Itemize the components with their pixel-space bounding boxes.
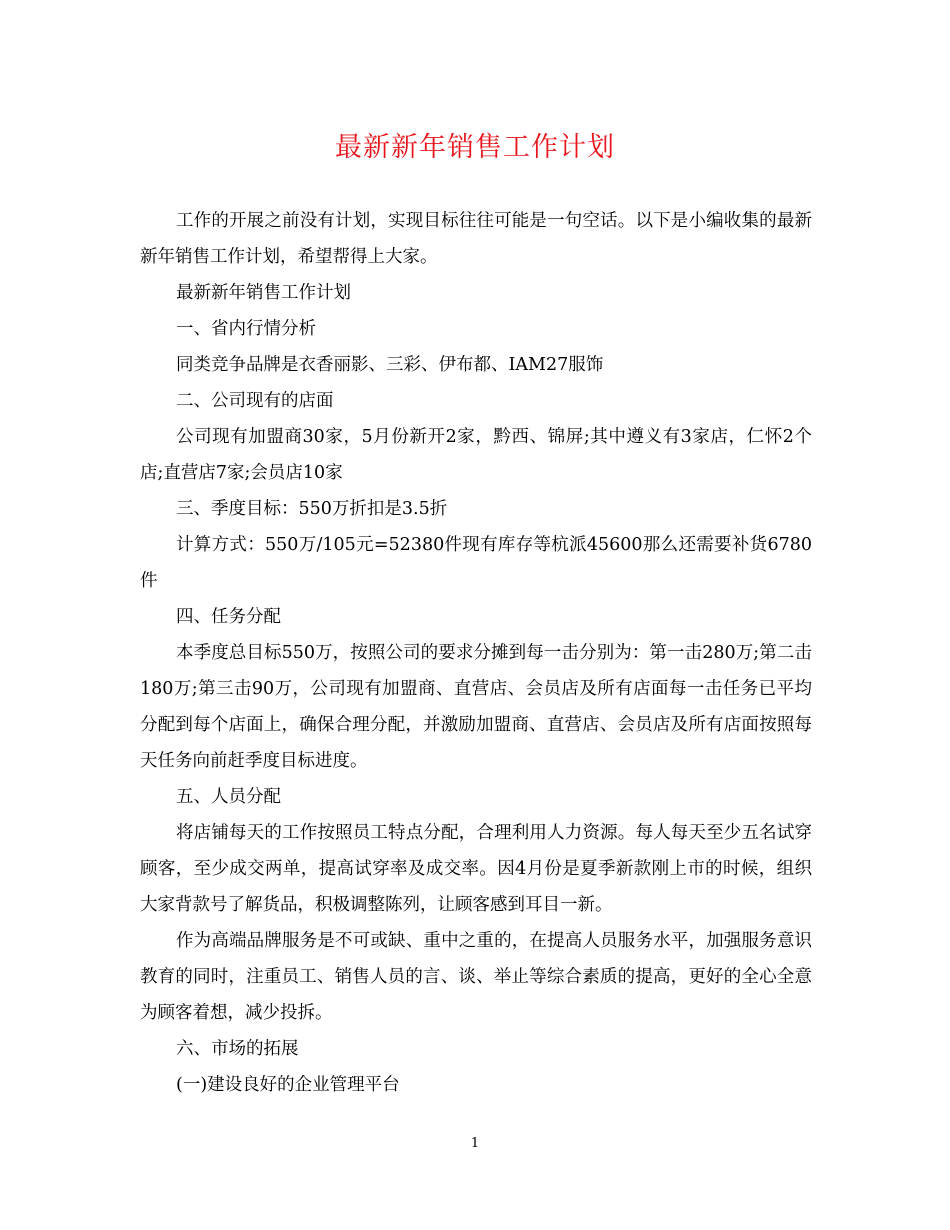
section-heading-4: 四、任务分配 bbox=[176, 607, 281, 627]
section-heading-3: 三、季度目标：550万折扣是3.5折 bbox=[176, 499, 448, 519]
paragraph-staffing: 将店铺每天的工作按照员工特点分配，合理利用人力资源。每人每天至少五名试穿顾客，至少成交两单，提高试穿率及成交率。因4月份是夏季新款刚上市的时候，组织大家背款号了解货品，积极调整陈列，让顾客感到耳目一新。 bbox=[140, 823, 812, 915]
paragraph-competitors: 同类竞争品牌是衣香丽影、三彩、伊布都、IAM27服饰 bbox=[176, 355, 604, 375]
section-heading-1: 一、省内行情分析 bbox=[176, 319, 316, 339]
paragraph-service: 作为高端品牌服务是不可或缺、重中之重的，在提高人员服务水平，加强服务意识教育的同时，注重员工、销售人员的言、谈、举止等综合素质的提高，更好的全心全意为顾客着想，减少投拆。 bbox=[140, 931, 812, 1023]
page-number: 1 bbox=[470, 1136, 480, 1151]
paragraph-stores: 公司现有加盟商30家，5月份新开2家，黔西、锦屏;其中遵义有3家店，仁怀2个店;直营店7家;会员店10家 bbox=[140, 427, 812, 483]
paragraph-calculation: 计算方式：550万/105元=52380件现有库存等杭派45600那么还需要补货6780件 bbox=[140, 535, 812, 591]
document-body bbox=[140, 203, 812, 1103]
section-heading-5: 五、人员分配 bbox=[176, 787, 281, 807]
paragraph-task-allocation: 本季度总目标550万，按照公司的要求分摊到每一击分别为：第一击280万;第二击180万;第三击90万，公司现有加盟商、直营店、会员店及所有店面每一击任务已平均分配到每个店面上，确保合理分配，并激励加盟商、直营店、会员店及所有店面按照每天任务向前赶季度目标进度。 bbox=[140, 643, 812, 771]
document-title: 最新新年销售工作计划 bbox=[335, 132, 615, 163]
paragraph-intro: 工作的开展之前没有计划，实现目标往往可能是一句空话。以下是小编收集的最新新年销售工作计划，希望帮得上大家。 bbox=[140, 211, 812, 267]
section-heading-6: 六、市场的拓展 bbox=[176, 1039, 299, 1059]
subsection-heading-1: (一)建设良好的企业管理平台 bbox=[176, 1075, 400, 1095]
paragraph-subtitle: 最新新年销售工作计划 bbox=[176, 283, 351, 303]
section-heading-2: 二、公司现有的店面 bbox=[176, 391, 334, 411]
